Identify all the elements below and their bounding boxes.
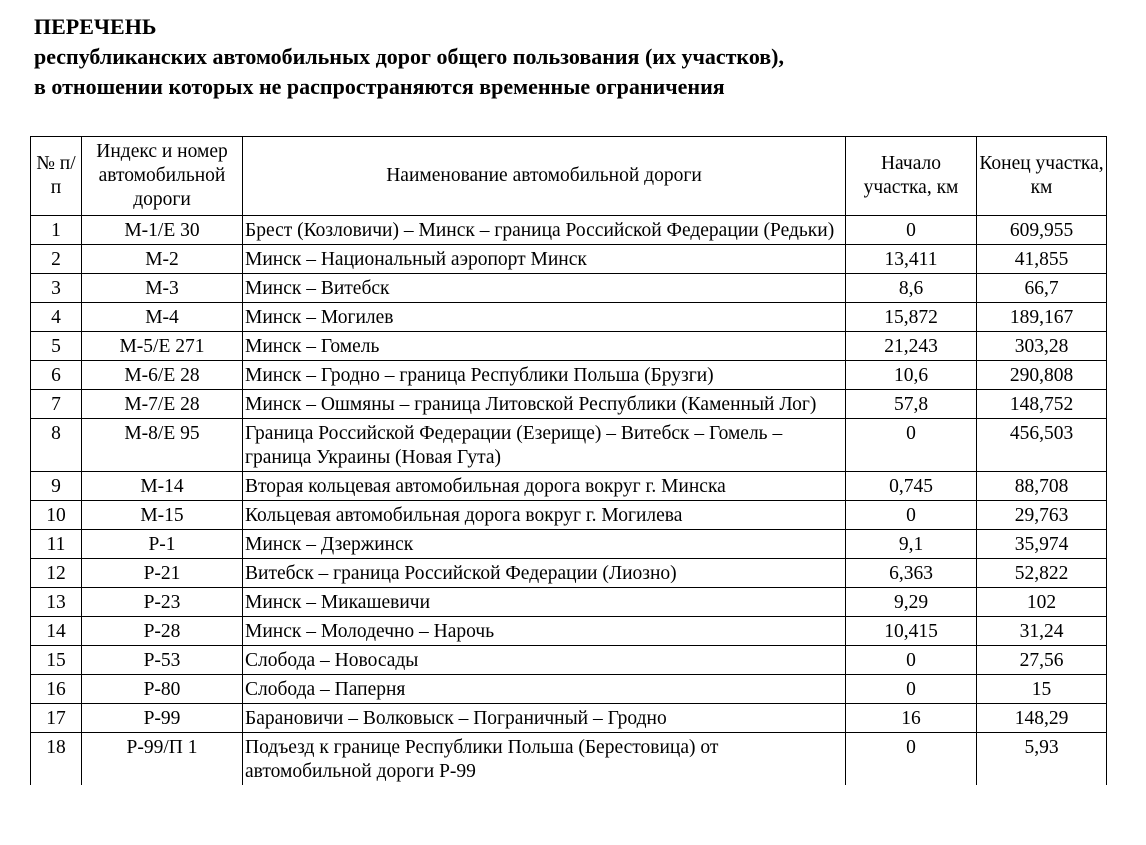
cell-num: 4 <box>31 303 82 332</box>
table-row <box>31 472 1107 501</box>
cell-index: М-1/Е 30 <box>82 216 243 245</box>
cell-end: 148,29 <box>977 704 1107 733</box>
cell-name: Барановичи – Волковыск – Пограничный – Гродно <box>243 704 846 733</box>
cell-end: 456,503 <box>977 419 1107 472</box>
cell-name: Витебск – граница Российской Федерации (Лиозно) <box>243 559 846 588</box>
cell-start: 0,745 <box>846 472 977 501</box>
table-row <box>31 361 1107 390</box>
table-header-row <box>31 137 1107 216</box>
table-row <box>31 419 1107 472</box>
cell-name: Слобода – Паперня <box>243 675 846 704</box>
cell-end: 41,855 <box>977 245 1107 274</box>
cell-index: М-6/Е 28 <box>82 361 243 390</box>
header-num: № п/п <box>31 137 82 216</box>
cell-index: Р-99 <box>82 704 243 733</box>
table-row <box>31 303 1107 332</box>
cell-num: 1 <box>31 216 82 245</box>
cell-end: 189,167 <box>977 303 1107 332</box>
cell-index: М-3 <box>82 274 243 303</box>
cell-num: 15 <box>31 646 82 675</box>
header-name: Наименование автомобильной дороги <box>243 137 846 216</box>
table-row <box>31 245 1107 274</box>
cell-start: 0 <box>846 733 977 786</box>
cell-start: 13,411 <box>846 245 977 274</box>
table-row <box>31 675 1107 704</box>
cell-start: 6,363 <box>846 559 977 588</box>
cell-num: 18 <box>31 733 82 786</box>
document-title <box>34 12 784 102</box>
cell-end: 609,955 <box>977 216 1107 245</box>
cell-name: Кольцевая автомобильная дорога вокруг г. Могилева <box>243 501 846 530</box>
cell-end: 35,974 <box>977 530 1107 559</box>
cell-index: М-14 <box>82 472 243 501</box>
table-row <box>31 559 1107 588</box>
table-row <box>31 588 1107 617</box>
table-row <box>31 617 1107 646</box>
cell-start: 21,243 <box>846 332 977 361</box>
cell-num: 6 <box>31 361 82 390</box>
cell-index: Р-99/П 1 <box>82 733 243 786</box>
cell-end: 66,7 <box>977 274 1107 303</box>
cell-index: М-15 <box>82 501 243 530</box>
cell-index: М-4 <box>82 303 243 332</box>
cell-index: Р-21 <box>82 559 243 588</box>
cell-index: Р-53 <box>82 646 243 675</box>
table-row <box>31 704 1107 733</box>
cell-num: 13 <box>31 588 82 617</box>
cell-index: Р-80 <box>82 675 243 704</box>
cell-name: Минск – Ошмяны – граница Литовской Республики (Каменный Лог) <box>243 390 846 419</box>
table-body <box>31 216 1107 786</box>
cell-start: 0 <box>846 419 977 472</box>
cell-start: 8,6 <box>846 274 977 303</box>
cell-start: 16 <box>846 704 977 733</box>
cell-name: Минск – Молодечно – Нарочь <box>243 617 846 646</box>
roads-table <box>30 136 1107 785</box>
cell-end: 15 <box>977 675 1107 704</box>
cell-end: 52,822 <box>977 559 1107 588</box>
cell-num: 3 <box>31 274 82 303</box>
cell-start: 0 <box>846 501 977 530</box>
cell-index: М-7/Е 28 <box>82 390 243 419</box>
cell-num: 12 <box>31 559 82 588</box>
cell-num: 8 <box>31 419 82 472</box>
cell-start: 10,415 <box>846 617 977 646</box>
cell-name: Вторая кольцевая автомобильная дорога вокруг г. Минска <box>243 472 846 501</box>
header-start: Начало участка, км <box>846 137 977 216</box>
table-row <box>31 390 1107 419</box>
cell-name: Подъезд к границе Республики Польша (Берестовица) от автомобильной дороги Р-99 <box>243 733 846 786</box>
cell-name: Минск – Дзержинск <box>243 530 846 559</box>
title-line-2: республиканских автомобильных дорог общего пользования (их участков), <box>34 44 784 69</box>
cell-index: Р-1 <box>82 530 243 559</box>
header-index: Индекс и номер автомобильной дороги <box>82 137 243 216</box>
cell-end: 27,56 <box>977 646 1107 675</box>
cell-num: 7 <box>31 390 82 419</box>
table-row <box>31 530 1107 559</box>
cell-start: 9,1 <box>846 530 977 559</box>
cell-name: Минск – Могилев <box>243 303 846 332</box>
cell-end: 5,93 <box>977 733 1107 786</box>
cell-end: 88,708 <box>977 472 1107 501</box>
cell-name: Брест (Козловичи) – Минск – граница Российской Федерации (Редьки) <box>243 216 846 245</box>
cell-name: Минск – Гомель <box>243 332 846 361</box>
cell-name: Минск – Витебск <box>243 274 846 303</box>
cell-num: 17 <box>31 704 82 733</box>
title-line-3: в отношении которых не распространяются временные ограничения <box>34 74 725 99</box>
cell-start: 57,8 <box>846 390 977 419</box>
cell-end: 102 <box>977 588 1107 617</box>
cell-num: 2 <box>31 245 82 274</box>
cell-index: Р-23 <box>82 588 243 617</box>
cell-name: Минск – Национальный аэропорт Минск <box>243 245 846 274</box>
cell-start: 15,872 <box>846 303 977 332</box>
table-row <box>31 332 1107 361</box>
table-row <box>31 501 1107 530</box>
cell-num: 14 <box>31 617 82 646</box>
cell-end: 31,24 <box>977 617 1107 646</box>
cell-num: 5 <box>31 332 82 361</box>
cell-start: 9,29 <box>846 588 977 617</box>
cell-end: 290,808 <box>977 361 1107 390</box>
cell-name: Слобода – Новосады <box>243 646 846 675</box>
cell-name: Граница Российской Федерации (Езерище) – Витебск – Гомель – граница Украины (Новая Гута) <box>243 419 846 472</box>
table-row <box>31 646 1107 675</box>
cell-end: 303,28 <box>977 332 1107 361</box>
table-row <box>31 216 1107 245</box>
cell-name: Минск – Микашевичи <box>243 588 846 617</box>
cell-end: 29,763 <box>977 501 1107 530</box>
cell-start: 0 <box>846 646 977 675</box>
cell-start: 0 <box>846 216 977 245</box>
table-row <box>31 274 1107 303</box>
cell-name: Минск – Гродно – граница Республики Польша (Брузги) <box>243 361 846 390</box>
cell-index: М-8/Е 95 <box>82 419 243 472</box>
header-end: Конец участка, км <box>977 137 1107 216</box>
cell-num: 16 <box>31 675 82 704</box>
cell-start: 0 <box>846 675 977 704</box>
title-line-1: ПЕРЕЧЕНЬ <box>34 14 157 39</box>
cell-num: 10 <box>31 501 82 530</box>
cell-start: 10,6 <box>846 361 977 390</box>
cell-num: 9 <box>31 472 82 501</box>
cell-index: М-2 <box>82 245 243 274</box>
cell-end: 148,752 <box>977 390 1107 419</box>
table-row <box>31 733 1107 786</box>
cell-index: М-5/Е 271 <box>82 332 243 361</box>
cell-num: 11 <box>31 530 82 559</box>
cell-index: Р-28 <box>82 617 243 646</box>
